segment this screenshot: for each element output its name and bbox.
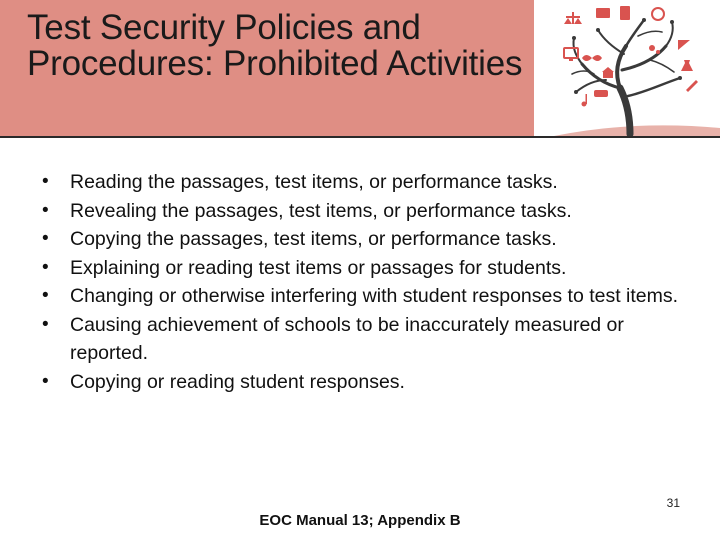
bullet-text: Explaining or reading test items or passages for students. <box>70 256 567 279</box>
bullet-item <box>42 368 682 397</box>
bullet-dot: • <box>42 256 49 278</box>
bullet-item <box>42 225 682 254</box>
bullet-text: Copying or reading student responses. <box>70 370 405 393</box>
title-divider <box>0 136 720 138</box>
bullet-item <box>42 282 682 311</box>
bullet-dot: • <box>42 370 49 392</box>
bullet-dot: • <box>42 199 49 221</box>
title-band <box>0 0 534 136</box>
slide-title: Test Security Policies and Procedures: Prohibited Activities <box>27 8 523 83</box>
bullet-text: Causing achievement of schools to be inaccurately measured or reported. <box>70 313 624 364</box>
bullet-item <box>42 197 682 226</box>
bullet-item <box>42 168 682 197</box>
bullet-list <box>42 168 682 396</box>
bullet-text: Reading the passages, test items, or performance tasks. <box>70 171 558 193</box>
bullet-text: Copying the passages, test items, or performance tasks. <box>70 228 557 250</box>
bullet-text: Changing or otherwise interfering with student responses to test items. <box>70 285 679 307</box>
bullet-dot: • <box>42 285 49 306</box>
bullet-dot: • <box>42 313 49 335</box>
bullet-dot: • <box>42 171 49 192</box>
bullet-text: Revealing the passages, test items, or performance tasks. <box>70 199 572 222</box>
tree-of-knowledge-icon <box>534 0 720 136</box>
bullet-item <box>42 254 682 283</box>
bullet-item <box>42 311 682 368</box>
bullet-dot: • <box>42 228 49 249</box>
page-number: 31 <box>666 496 680 510</box>
footer-reference: EOC Manual 13; Appendix B <box>259 512 461 529</box>
